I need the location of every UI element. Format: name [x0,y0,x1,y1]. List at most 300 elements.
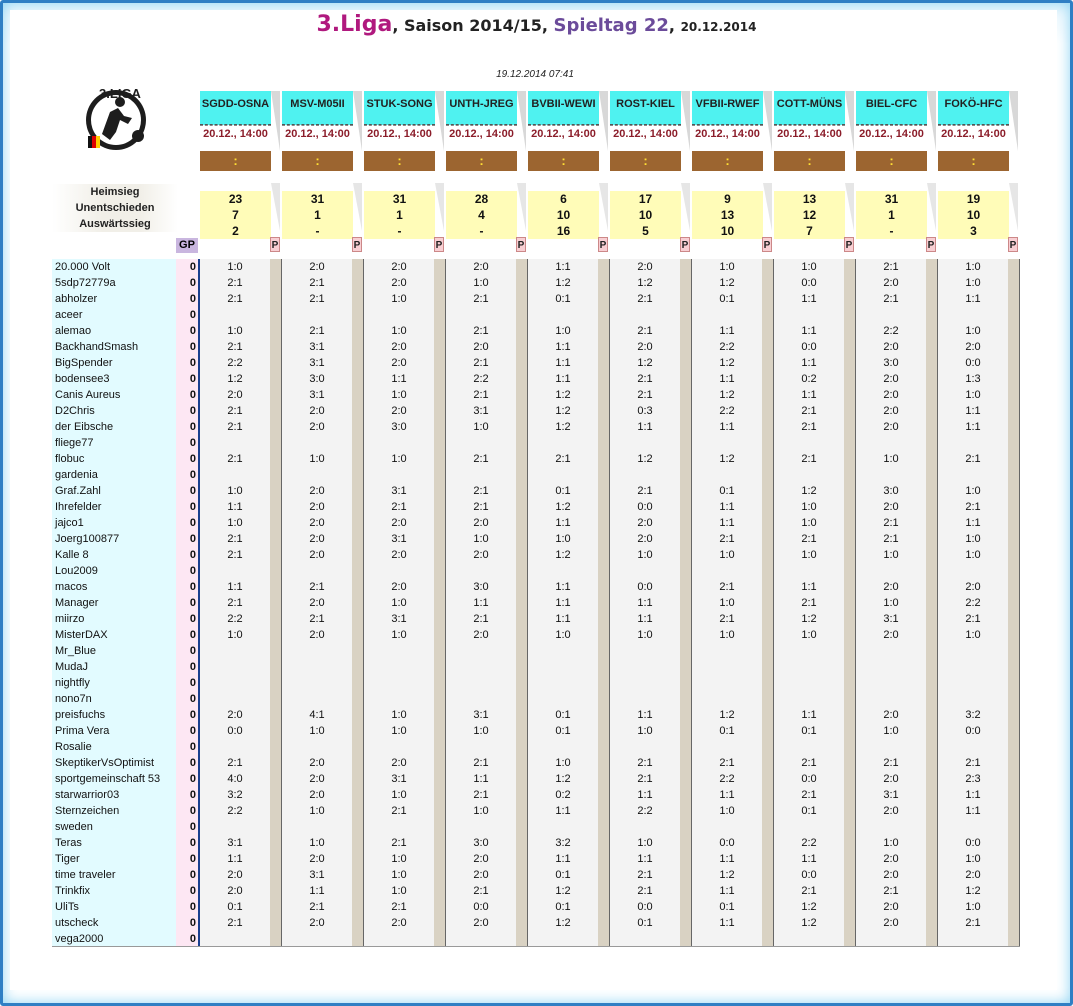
tip-cell[interactable]: 1:0 [309,725,325,737]
tip-cell[interactable]: 0:2 [555,789,571,801]
tip-cell[interactable]: 3:0 [473,837,489,849]
tip-cell[interactable] [774,435,844,451]
tip-cell[interactable]: 1:0 [965,629,981,641]
tip-cell[interactable] [856,307,926,323]
tip-cell[interactable]: 2:1 [965,917,981,929]
tip-cell[interactable]: 2:0 [883,421,899,433]
tip-cell[interactable] [282,819,352,835]
tip-cell[interactable]: 2:1 [637,293,653,305]
tip-cell[interactable]: 2:0 [309,517,325,529]
tip-cell[interactable]: 1:1 [719,421,735,433]
tip-cell[interactable]: 0:0 [965,725,981,737]
tip-cell[interactable]: 2:1 [309,901,325,913]
tip-cell[interactable]: 0:0 [801,277,817,289]
tip-cell[interactable]: 2:1 [227,597,243,609]
tip-cell[interactable]: 2:1 [637,885,653,897]
tip-cell[interactable]: 1:0 [555,757,571,769]
tip-cell[interactable]: 1:0 [473,725,489,737]
tip-cell[interactable]: 1:0 [965,325,981,337]
tip-cell[interactable] [938,931,1008,947]
tip-cell[interactable] [610,659,680,675]
tip-cell[interactable]: 1:1 [801,325,817,337]
tip-cell[interactable]: 1:1 [555,373,571,385]
tip-cell[interactable]: 2:1 [801,421,817,433]
tip-cell[interactable]: 0:1 [719,293,735,305]
tip-cell[interactable] [938,563,1008,579]
tip-cell[interactable]: 2:1 [391,901,407,913]
tip-cell[interactable]: 1:1 [309,885,325,897]
tip-cell[interactable]: 0:1 [555,293,571,305]
tip-cell[interactable]: 1:1 [801,389,817,401]
tip-cell[interactable]: 1:2 [801,901,817,913]
tip-cell[interactable]: 2:1 [555,453,571,465]
tip-cell[interactable]: 1:2 [719,389,735,401]
tip-cell[interactable]: 2:0 [391,549,407,561]
tip-cell[interactable] [774,467,844,483]
tip-cell[interactable] [200,467,270,483]
tip-cell[interactable]: 3:0 [309,373,325,385]
prediction-button[interactable]: P [270,237,280,252]
tip-cell[interactable]: 1:0 [227,325,243,337]
tip-cell[interactable]: 1:1 [637,613,653,625]
tip-cell[interactable]: 2:1 [227,421,243,433]
tip-cell[interactable] [610,307,680,323]
tip-cell[interactable]: 2:1 [883,533,899,545]
tip-cell[interactable] [938,675,1008,691]
tip-cell[interactable]: 2:0 [309,853,325,865]
tip-cell[interactable]: 0:1 [555,725,571,737]
tip-cell[interactable]: 2:0 [391,277,407,289]
tip-cell[interactable]: 1:0 [637,837,653,849]
prediction-button[interactable]: P [762,237,772,252]
tip-cell[interactable]: 2:0 [309,549,325,561]
tip-cell[interactable]: 2:0 [965,869,981,881]
tip-cell[interactable]: 2:1 [801,885,817,897]
tip-cell[interactable]: 3:1 [391,485,407,497]
tip-cell[interactable] [364,739,434,755]
match-team[interactable]: BVBII-WEWI [528,91,599,125]
tip-cell[interactable]: 0:0 [965,357,981,369]
tip-cell[interactable]: 1:0 [965,261,981,273]
tip-cell[interactable] [610,467,680,483]
tip-cell[interactable] [446,435,516,451]
tip-cell[interactable]: 1:1 [965,293,981,305]
tip-cell[interactable]: 1:0 [473,533,489,545]
tip-cell[interactable]: 1:1 [637,789,653,801]
tip-cell[interactable]: 2:1 [719,533,735,545]
prediction-button[interactable]: P [680,237,690,252]
tip-cell[interactable]: 1:1 [719,373,735,385]
tip-cell[interactable]: 1:1 [227,501,243,513]
player-name[interactable]: SkeptikerVsOptimist [55,757,155,769]
tip-cell[interactable]: 1:0 [965,277,981,289]
tip-cell[interactable]: 1:2 [801,917,817,929]
tip-cell[interactable]: 1:1 [801,581,817,593]
tip-cell[interactable]: 0:0 [719,837,735,849]
tip-cell[interactable]: 1:1 [637,709,653,721]
tip-cell[interactable]: 2:0 [883,501,899,513]
player-name[interactable]: Canis Aureus [55,389,121,401]
tip-cell[interactable]: 2:0 [391,357,407,369]
tip-cell[interactable] [774,819,844,835]
tip-cell[interactable]: 2:0 [227,709,243,721]
tip-cell[interactable]: 2:1 [227,917,243,929]
tip-cell[interactable] [200,563,270,579]
tip-cell[interactable]: 2:1 [227,453,243,465]
player-name[interactable]: bodensee3 [55,373,110,385]
tip-cell[interactable]: 2:0 [883,629,899,641]
tip-cell[interactable]: 1:0 [473,421,489,433]
tip-cell[interactable]: 3:0 [883,485,899,497]
tip-cell[interactable]: 1:1 [555,261,571,273]
tip-cell[interactable] [282,467,352,483]
tip-cell[interactable]: 1:0 [719,597,735,609]
tip-cell[interactable]: 2:0 [883,389,899,401]
tip-cell[interactable]: 0:1 [801,725,817,737]
tip-cell[interactable]: 0:2 [801,373,817,385]
player-name[interactable]: preisfuchs [55,709,106,721]
tip-cell[interactable]: 3:1 [391,613,407,625]
match-team[interactable]: FOKÖ-HFC [938,91,1009,125]
tip-cell[interactable]: 1:0 [391,293,407,305]
player-name[interactable]: nono7n [55,693,92,705]
tip-cell[interactable] [610,931,680,947]
tip-cell[interactable]: 2:1 [883,261,899,273]
player-name[interactable]: BackhandSmash [55,341,139,353]
tip-cell[interactable] [774,739,844,755]
player-name[interactable]: abholzer [55,293,98,305]
tip-cell[interactable]: 0:1 [555,869,571,881]
tip-cell[interactable] [282,691,352,707]
tip-cell[interactable]: 1:1 [719,917,735,929]
tip-cell[interactable] [692,467,762,483]
tip-cell[interactable]: 1:0 [391,725,407,737]
tip-cell[interactable]: 2:1 [473,757,489,769]
tip-cell[interactable]: 2:0 [391,261,407,273]
tip-cell[interactable]: 2:1 [801,757,817,769]
tip-cell[interactable]: 1:0 [391,597,407,609]
tip-cell[interactable]: 2:1 [883,885,899,897]
tip-cell[interactable]: 1:1 [637,421,653,433]
tip-cell[interactable]: 2:1 [309,581,325,593]
tip-cell[interactable]: 1:2 [719,453,735,465]
tip-cell[interactable] [610,691,680,707]
tip-cell[interactable]: 3:1 [227,837,243,849]
tip-cell[interactable]: 2:1 [965,453,981,465]
tip-cell[interactable] [528,819,598,835]
tip-cell[interactable]: 2:1 [883,293,899,305]
tip-cell[interactable]: 3:1 [391,533,407,545]
tip-cell[interactable]: 3:0 [391,421,407,433]
tip-cell[interactable]: 1:1 [473,597,489,609]
tip-cell[interactable]: 1:0 [227,485,243,497]
tip-cell[interactable]: 1:0 [391,325,407,337]
tip-cell[interactable] [446,659,516,675]
tip-cell[interactable]: 1:0 [391,869,407,881]
tip-cell[interactable]: 1:1 [719,885,735,897]
tip-cell[interactable]: 2:1 [801,533,817,545]
tip-cell[interactable]: 2:1 [801,405,817,417]
tip-cell[interactable]: 1:0 [801,517,817,529]
tip-cell[interactable]: 2:0 [391,341,407,353]
tip-cell[interactable]: 1:1 [391,373,407,385]
player-name[interactable]: Trinkfix [55,885,91,897]
tip-cell[interactable]: 2:0 [309,789,325,801]
tip-cell[interactable]: 2:0 [883,405,899,417]
tip-cell[interactable]: 2:0 [883,901,899,913]
tip-cell[interactable]: 1:0 [227,629,243,641]
tip-cell[interactable]: 2:0 [309,485,325,497]
tip-cell[interactable] [610,643,680,659]
tip-cell[interactable] [528,931,598,947]
tip-cell[interactable]: 1:1 [719,325,735,337]
tip-cell[interactable]: 2:1 [473,357,489,369]
tip-cell[interactable]: 1:0 [473,277,489,289]
tip-cell[interactable]: 1:1 [719,853,735,865]
tip-cell[interactable] [446,739,516,755]
tip-cell[interactable] [692,307,762,323]
player-name[interactable]: Sternzeichen [55,805,120,817]
player-name[interactable]: Ihrefelder [55,501,102,513]
tip-cell[interactable]: 1:0 [719,549,735,561]
tip-cell[interactable]: 1:1 [719,789,735,801]
player-name[interactable]: nightfly [55,677,90,689]
tip-cell[interactable]: 1:0 [801,549,817,561]
tip-cell[interactable]: 1:2 [801,613,817,625]
tip-cell[interactable]: 1:0 [637,629,653,641]
tip-cell[interactable]: 0:0 [637,901,653,913]
tip-cell[interactable] [200,643,270,659]
tip-cell[interactable]: 1:2 [555,917,571,929]
tip-cell[interactable]: 2:1 [227,277,243,289]
tip-cell[interactable]: 1:1 [227,853,243,865]
tip-cell[interactable]: 1:0 [801,629,817,641]
tip-cell[interactable] [774,643,844,659]
tip-cell[interactable] [200,659,270,675]
tip-cell[interactable]: 1:0 [391,709,407,721]
tip-cell[interactable]: 1:1 [473,773,489,785]
tip-cell[interactable]: 3:2 [555,837,571,849]
tip-cell[interactable]: 1:1 [965,805,981,817]
tip-cell[interactable]: 2:2 [227,613,243,625]
tip-cell[interactable]: 2:0 [391,405,407,417]
player-name[interactable]: vega2000 [55,933,104,945]
tip-cell[interactable]: 1:1 [637,597,653,609]
tip-cell[interactable]: 1:0 [391,853,407,865]
tip-cell[interactable]: 2:1 [473,485,489,497]
tip-cell[interactable]: 1:0 [555,325,571,337]
tip-cell[interactable] [938,691,1008,707]
tip-cell[interactable] [528,643,598,659]
tip-cell[interactable]: 3:1 [309,389,325,401]
tip-cell[interactable] [364,659,434,675]
tip-cell[interactable]: 2:0 [637,341,653,353]
tip-cell[interactable]: 2:1 [391,501,407,513]
tip-cell[interactable]: 2:1 [309,325,325,337]
tip-cell[interactable]: 2:1 [227,549,243,561]
tip-cell[interactable] [200,931,270,947]
tip-cell[interactable]: 0:0 [473,901,489,913]
player-name[interactable]: der Eibsche [55,421,114,433]
tip-cell[interactable] [774,675,844,691]
tip-cell[interactable]: 2:0 [309,533,325,545]
tip-cell[interactable]: 1:1 [227,581,243,593]
tip-cell[interactable]: 2:1 [883,517,899,529]
tip-cell[interactable]: 2:0 [965,581,981,593]
tip-cell[interactable]: 1:2 [719,277,735,289]
player-name[interactable]: Joerg100877 [55,533,120,545]
tip-cell[interactable] [938,307,1008,323]
tip-cell[interactable] [856,467,926,483]
tip-cell[interactable] [200,435,270,451]
tip-cell[interactable]: 0:1 [227,901,243,913]
tip-cell[interactable] [364,675,434,691]
tip-cell[interactable]: 2:1 [473,325,489,337]
player-name[interactable]: Tiger [55,853,80,865]
tip-cell[interactable] [200,307,270,323]
prediction-button[interactable]: P [926,237,936,252]
tip-cell[interactable] [200,739,270,755]
tip-cell[interactable]: 2:1 [637,373,653,385]
tip-cell[interactable] [282,739,352,755]
tip-cell[interactable]: 0:1 [719,485,735,497]
tip-cell[interactable]: 1:0 [391,789,407,801]
tip-cell[interactable] [692,819,762,835]
prediction-button[interactable]: P [434,237,444,252]
tip-cell[interactable]: 2:0 [227,389,243,401]
tip-cell[interactable]: 0:1 [555,709,571,721]
tip-cell[interactable]: 1:0 [391,629,407,641]
tip-cell[interactable] [364,643,434,659]
tip-cell[interactable]: 2:2 [965,597,981,609]
tip-cell[interactable] [528,563,598,579]
tip-cell[interactable]: 2:0 [637,261,653,273]
tip-cell[interactable]: 1:0 [719,629,735,641]
tip-cell[interactable]: 2:0 [309,405,325,417]
tip-cell[interactable]: 2:0 [883,341,899,353]
tip-cell[interactable]: 2:1 [883,757,899,769]
tip-cell[interactable]: 1:1 [965,789,981,801]
tip-cell[interactable]: 0:1 [555,901,571,913]
tip-cell[interactable]: 1:0 [555,533,571,545]
tip-cell[interactable]: 1:1 [555,613,571,625]
tip-cell[interactable] [446,931,516,947]
tip-cell[interactable] [364,307,434,323]
tip-cell[interactable] [528,739,598,755]
tip-cell[interactable]: 0:0 [227,725,243,737]
tip-cell[interactable]: 2:0 [309,757,325,769]
tip-cell[interactable] [692,931,762,947]
tip-cell[interactable]: 2:0 [473,549,489,561]
tip-cell[interactable]: 1:1 [555,597,571,609]
tip-cell[interactable]: 2:1 [637,869,653,881]
tip-cell[interactable] [446,307,516,323]
tip-cell[interactable] [856,563,926,579]
tip-cell[interactable]: 1:0 [965,853,981,865]
tip-cell[interactable]: 2:1 [801,597,817,609]
tip-cell[interactable] [692,739,762,755]
tip-cell[interactable]: 2:1 [227,341,243,353]
tip-cell[interactable]: 2:1 [637,325,653,337]
player-name[interactable]: 20.000 Volt [55,261,111,273]
tip-cell[interactable]: 2:0 [883,373,899,385]
tip-cell[interactable] [692,675,762,691]
player-name[interactable]: flobuc [55,453,85,465]
tip-cell[interactable]: 2:0 [473,341,489,353]
tip-cell[interactable]: 0:0 [637,501,653,513]
match-team[interactable]: UNTH-JREG [446,91,517,125]
tip-cell[interactable]: 1:1 [555,805,571,817]
tip-cell[interactable]: 1:0 [391,389,407,401]
prediction-button[interactable]: P [598,237,608,252]
tip-cell[interactable]: 0:3 [637,405,653,417]
tip-cell[interactable]: 2:0 [309,629,325,641]
tip-cell[interactable]: 2:1 [719,581,735,593]
tip-cell[interactable]: 2:1 [719,613,735,625]
tip-cell[interactable]: 2:1 [719,757,735,769]
prediction-button[interactable]: P [516,237,526,252]
tip-cell[interactable]: 0:0 [801,869,817,881]
match-team[interactable]: STUK-SONG [364,91,435,125]
tip-cell[interactable]: 1:2 [965,885,981,897]
player-name[interactable]: Rosalie [55,741,92,753]
tip-cell[interactable]: 2:0 [309,501,325,513]
tip-cell[interactable]: 3:1 [309,341,325,353]
tip-cell[interactable]: 1:0 [637,725,653,737]
tip-cell[interactable]: 1:3 [965,373,981,385]
tip-cell[interactable]: 2:0 [883,277,899,289]
tip-cell[interactable]: 0:1 [555,485,571,497]
tip-cell[interactable]: 2:1 [473,501,489,513]
tip-cell[interactable]: 1:0 [555,629,571,641]
tip-cell[interactable]: 1:1 [801,709,817,721]
tip-cell[interactable] [774,691,844,707]
tip-cell[interactable]: 2:0 [473,853,489,865]
tip-cell[interactable]: 4:1 [309,709,325,721]
tip-cell[interactable]: 1:2 [555,405,571,417]
tip-cell[interactable]: 2:1 [637,757,653,769]
player-name[interactable]: MisterDAX [55,629,108,641]
tip-cell[interactable]: 1:0 [473,805,489,817]
player-name[interactable]: miirzo [55,613,85,625]
prediction-button[interactable]: P [352,237,362,252]
tip-cell[interactable] [856,739,926,755]
player-name[interactable]: Kalle 8 [55,549,89,561]
tip-cell[interactable] [856,675,926,691]
tip-cell[interactable]: 0:1 [719,725,735,737]
tip-cell[interactable]: 1:2 [555,549,571,561]
tip-cell[interactable]: 2:0 [309,597,325,609]
tip-cell[interactable]: 2:1 [473,885,489,897]
tip-cell[interactable]: 1:0 [883,725,899,737]
tip-cell[interactable] [446,691,516,707]
tip-cell[interactable]: 3:0 [883,357,899,369]
tip-cell[interactable]: 1:0 [883,453,899,465]
tip-cell[interactable] [446,643,516,659]
tip-cell[interactable]: 3:1 [309,869,325,881]
tip-cell[interactable] [856,659,926,675]
tip-cell[interactable]: 2:0 [473,629,489,641]
tip-cell[interactable]: 2:1 [227,405,243,417]
prediction-button[interactable]: P [1008,237,1018,252]
tip-cell[interactable]: 2:0 [391,917,407,929]
tip-cell[interactable] [528,659,598,675]
tip-cell[interactable]: 3:1 [391,773,407,785]
tip-cell[interactable]: 2:2 [227,805,243,817]
tip-cell[interactable]: 1:2 [555,277,571,289]
tip-cell[interactable]: 2:0 [965,341,981,353]
tip-cell[interactable]: 0:0 [801,341,817,353]
